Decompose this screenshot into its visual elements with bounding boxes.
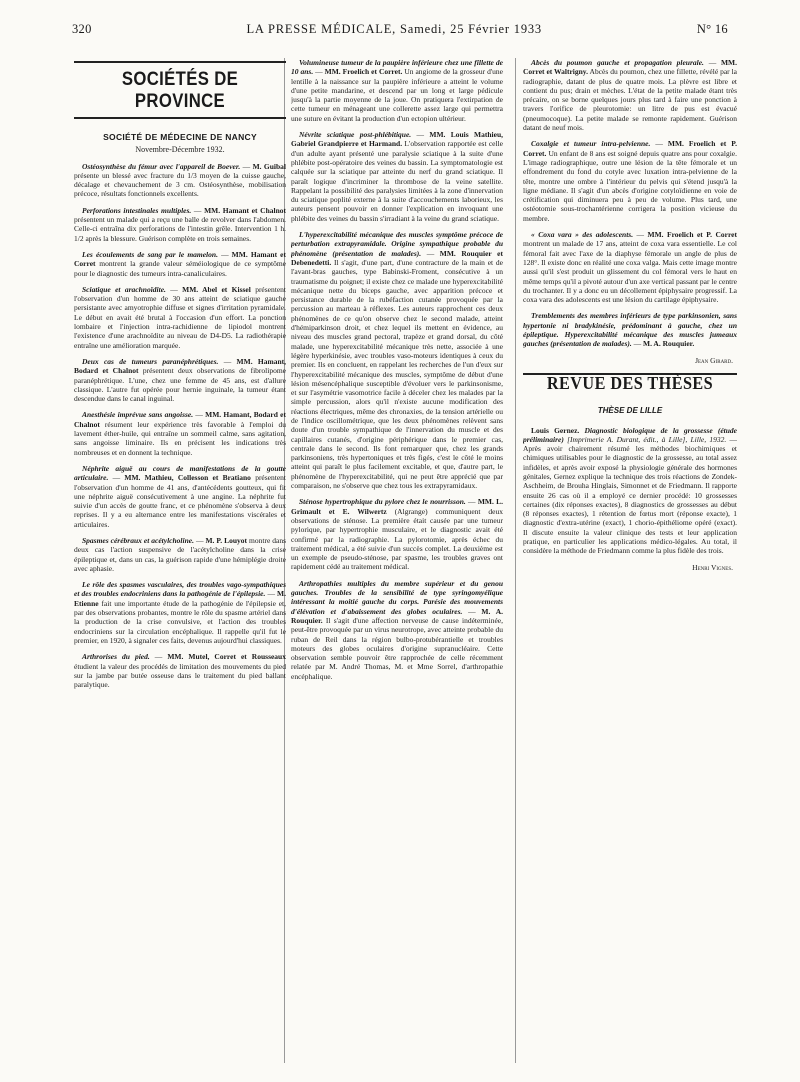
- item-authors: M. P. Louyot: [205, 535, 248, 545]
- item-title: Arthrorises du pied.: [82, 652, 150, 662]
- signature: Jean Girard.: [695, 355, 733, 365]
- item-authors: MM. Corret et Waltrigny.: [523, 58, 737, 77]
- item-text: (Algrange) communiquent deux observations de sténose. La première était causée par une tumeur pylorique, par hypertrophie musculaire, et le diagnostic avait été confirmé par la radiographie. La pylorotomie, après échec du traitement médical, a été suivie d'un succès complet. La deuxième est un exemple de pseudo-sténose, par spasme, les troubles graves ont rapidement cédé au traitement médical.: [291, 506, 503, 572]
- item-title: Spasmes cérébraux et acétylcholine.: [82, 535, 194, 545]
- item-authors: M. A. Rouquier.: [291, 606, 503, 625]
- item-authors: MM. Hamant, Bodard et Chalnot: [74, 356, 286, 376]
- item-text: présente un blessé avec fracture du 1/3 moyen de la cuisse gauche, décalage et chevauchement de 3 cm. Ostéosynthèse, mobilisation précoce, résultats fonctionnels excellents.: [74, 170, 286, 199]
- item-text: montre dans deux cas l'action suspensive de l'acétylcholine dans la crise épileptique et, dans un cas, la guérison rapide d'une hémiplégie droite avec aphasie.: [74, 535, 286, 573]
- thesis-authors: Louis Gernez.: [531, 425, 580, 435]
- society-name: SOCIÉTÉ DE MÉDECINE DE NANCY: [103, 132, 257, 142]
- item-authors: M. A. Rouquier.: [643, 339, 695, 349]
- theses-title: REVUE DES THÈSES: [546, 372, 714, 393]
- item-text: présentent deux observations de fibrolipome paranéphrétique. L'une, chez une femme de 45 ans, est d'allure classique. L'autre fut opérée pour hernie inguinale, la tumeur étant descendue dans le canal inguinal.: [74, 366, 286, 404]
- report-item: Anesthésie imprévue sans angoisse. — MM. Hamant, Bodard et Chalnot résument leur expérience très favorable à l'emploi du lavement éther-huile, qui entraîne un sommeil calme, sans agitation, sans angoisse liminaire. Ils en précisent les indications très nombreuses et en donnent la technique.: [74, 410, 286, 457]
- section-title: SOCIÉTÉS DE PROVINCE: [121, 69, 239, 112]
- theses-subtitle: THÈSE DE LILLE: [597, 406, 663, 416]
- item-title: « Coxa vara » des adolescents.: [531, 230, 634, 240]
- report-item: Spasmes cérébraux et acétylcholine. — M. P. Louyot montre dans deux cas l'action suspensive de l'acétylcholine dans la crise épileptique et, dans un cas, la guérison rapide d'une hémiplégie droite avec aphasie.: [74, 535, 286, 573]
- item-authors: M. Guibal: [252, 161, 286, 171]
- item-title: Anesthésie imprévue sans angoisse.: [82, 410, 194, 420]
- issue-number: N° 16: [696, 22, 728, 36]
- report-item: L'hyperexcitabilité mécanique des muscles symptôme précoce de perturbation extrapyramidale. Origine sympathique probable du phénomène (présentation de malades). — MM. Rouquier et Debenedetti. Il s'agit, d'une part, d'une contracture de la main et de l'avant-bras gauches, type Babinski-Froment, consécutive à un traumatisme du poignet; il existe chez ce malade une hyperexcitabilité mécanique nette du biceps gauche, avec apparition précoce et persistance durable de la rubéfaction cutanée provoquée par la percussion au marteau à réflexes. Les auteurs rapprochent ces deux phénomènes de ce qu'on observe chez le second malade, atteint d'hémiparkinson droit, et chez lequel ils mettent en évidence, au niveau des muscles grand pectoral, trapèze et grand dorsal, du côté malade, une hyperexcitabilité mécanique très nette, associée à une légère hyperkinésie, avec troubles vaso-moteurs identiques à ceux du premier. Ils en concluent, en rappelant les recherches de l'un d'eux sur l'hyperexcitabilité mécanique des muscles, symptôme de début d'une lésion mésencéphalique susceptible d'évoluer vers le parkinsonisme, et sur l'asymétrie vasomotrice facile à déceler chez les malades par la simple percussion, alors qu'il n'existe aucune modification des réactions électriques, même des chronaxies, de la tension artérielle ou de l'indice oscillométrique, que les deux phénomènes relèvent sans doute d'un trouble sympathique de l'innervation du muscle et des capillaires cutanés, d'origine périphérique dans le premier cas, centrale dans le second. Ils font remarquer que, chez les grands parkinsoniens, très hypertoniques et très figés, c'est le côté le moins atteint qui paraît le plus facilement excitable, et que, d'autre part, le phénomène de l'hyperexcitabilité, qui ne peut être apprécié que par comparaison, ne s'observe que chez tous les extrapyramidaux.: [291, 230, 503, 491]
- item-text: présentent l'observation d'un homme de 30 ans atteint de sciatique gauche persistante avec amyotrophie diffuse et signes d'irritation pyramidale. Le début en avait été brutal à l'occasion d'un effort. La ponction lombaire et l'injection intra-rachidienne de lipiodol montrent l'existence d'une arachnoïdite au niveau de D4-D5. La radiothérapie entraîne une amélioration marquée.: [74, 284, 286, 350]
- item-title: Tremblements des membres inférieurs de type parkinsonien, sans hypertonie ni bradykinésie, prédominant à gauche, chez un épileptique. Hyperexcitabilité mécanique des muscles jumeaux gauches (présentation de malades).: [523, 311, 737, 349]
- item-authors: MM. Froelich et P. Corret: [647, 230, 737, 240]
- report-item: Sténose hypertrophique du pylore chez le nourrisson. — MM. L. Grimault et E. Wilwertz (Algrange) communiquent deux observations de sténose. La première était causée par une tumeur pylorique, par hypertrophie musculaire, et le diagnostic avait été confirmé par la radiographie. La pylorotomie, après échec du traitement médical, a été suivie d'un succès complet. La deuxième est un exemple de pseudo-sténose, par spasme, les troubles graves ont rapidement cédé au traitement médical.: [291, 497, 503, 572]
- item-text: résument leur expérience très favorable à l'emploi du lavement éther-huile, qui entraîne un sommeil calme, sans agitation, sans angoisse liminaire. Ils en précisent les indications très nombreuses et en donnent la technique.: [74, 419, 286, 457]
- report-item: Ostéosynthèse du fémur avec l'appareil de Boever. — M. Guibal présente un blessé avec fracture du 1/3 moyen de la cuisse gauche, décalage et chevauchement de 3 cm. Ostéosynthèse, mobilisation précoce, résultats fonctionnels excellents.: [74, 161, 286, 199]
- column-3: [523, 58, 737, 1063]
- report-item: Arthropathies multiples du membre supérieur et du genou gauches. Troubles de la sensibilité de type syringomyélique intéressant la moitié gauche du corps. Parésie des mouvements d'élévation et d'abaissement des globes oculaires. — M. A. Rouquier. Il s'agit d'une affection nerveuse de cause indéterminée, peut-être provoquée par un virus neurotrope, avec atteinte probable du ruban de Reil dans la région bulbo-protubérantielle et troubles moteurs des globes oculaires d'origine supranucléaire. Cette observation semble pouvoir être rapprochée de celle récemment relatée par M. André Thomas, M. et Mme Sorrel, d'arthropathie encéphalique.: [291, 578, 503, 681]
- item-authors: MM. Mutel, Corret et Rousseaux: [167, 652, 286, 662]
- item-text: Il s'agit, d'une part, d'une contracture de la main et de l'avant-bras gauches, type Babinski-Froment, consécutive à un traumatisme du poignet; il existe chez ce malade une hyperexcitabilité mécanique nette du biceps gauche, avec apparition précoce et persistance durable de la rubéfaction cutanée provoquée par la percussion au marteau à réflexes. Les auteurs rapprochent ces deux phénomènes de ce qu'on observe chez le second malade, atteint d'hémiparkinson droit, et chez lequel ils mettent en évidence, au niveau des muscles grand pectoral, trapèze et grand dorsal, du côté malade, une hyperexcitabilité mécanique très nette, associée à une légère hyperkinésie, avec troubles vaso-moteurs identiques à ceux du premier. Ils en concluent, en rappelant les recherches de l'un d'eux sur l'hyperexcitabilité mécanique des muscles, symptôme de début d'une lésion mésencéphalique susceptible d'évoluer vers le parkinsonisme, et sur l'asymétrie vasomotrice facile à déceler chez les malades par la simple percussion, alors qu'il n'existe aucune modification des réactions électriques, même des chronaxies, de la tension artérielle ou de l'indice oscillométrique, que les deux phénomènes relèvent sans doute d'un trouble sympathique de l'innervation du muscle et des capillaires cutanés, d'origine périphérique dans le premier cas, centrale dans le second. Ils font remarquer que, chez les grands parkinsoniens, très hypertoniques et très figés, c'est le côté le moins atteint qui paraît le plus facilement excitable, et que, d'autre part, le phénomène de l'hyperexcitabilité, qui ne peut être apprécié que par comparaison, ne s'observe que chez tous les extrapyramidaux.: [291, 257, 503, 491]
- report-item: Coxalgie et tumeur intra-pelvienne. — MM. Froelich et P. Corret. Un enfant de 8 ans est soigné depuis quatre ans pour coxalgie. L'image radiographique, outre une lésion de la tête fémorale et un effondrement du fond du cotyle avec luxation intra-pelvienne de la tête, montre une ombre à l'intérieur du pelvis qui s'étend jusqu'à la ligne médiane. Il s'agit d'un abcès d'origine cotyloïdienne en voie de crétification qui diminuera peu à peu de volume. Plus tard, une ostéotomie sous-trochantérienne corrigera la position vicieuse du membre.: [523, 139, 737, 223]
- report-item: Névrite sciatique post-phlébitique. — MM. Louis Mathieu, Gabriel Grandpierre et Harmand. L'observation rapportée est celle d'un adulte ayant présenté une paralysie sciatique à la suite d'une phlébite post-opératoire des veines du bassin. La symptomatologie est calquée sur la sciatique par atteinte du nerf du grand sciatique. Il paraît logique d'incriminer la thrombose de la veine satellite. Rappelant la possibilité des paralysies limitées à la zone d'innervation du sciatique poplité externe à la suite d'accouchements laborieux, les auteurs pensent pouvoir en donner l'explication en invoquant une phlébite des veines du bassin s'irradiant à la veine du grand sciatique.: [291, 130, 503, 223]
- society-date: Novembre-Décembre 1932.: [135, 145, 225, 155]
- page-number: 320: [72, 22, 92, 36]
- item-title: Névrite sciatique post-phlébitique.: [299, 130, 412, 140]
- report-item: Volumineuse tumeur de la paupière inférieure chez une fillette de 10 ans. — MM. Froelich et Corret. Un angiome de la grosseur d'une lentille à la naissance sur la paupière inférieure a atteint le volume d'une petite mandarine, et descend par un long et large pédicule jusqu'à la partie moyenne de la joue. On pratiquera l'extirpation de cette tumeur en ménageant une collerette assez large qui permettra une suture en évitant la production d'un ectopion ultérieur.: [291, 58, 503, 123]
- item-title: Abcès du poumon gauche et propagation pleurale.: [531, 58, 704, 67]
- item-text: montrent la grande valeur séméiologique de ce symptôme pour le diagnostic des tumeurs intra-canaliculaires.: [74, 259, 286, 278]
- journal-title: LA PRESSE MÉDICALE, Samedi, 25 Février 1933: [246, 22, 542, 36]
- item-title: Deux cas de tumeurs paranéphrétiques.: [82, 356, 219, 366]
- item-text: montrent un malade de 17 ans, atteint de coxa vara essentielle. Le col fémoral fait avec l'axe de la diaphyse fémorale un angle de plus de 128°. Il existe donc en réalité une coxa valga. Mais cette image montre aussi qu'il s'est produit un glissement du col fémoral vers le haut en même temps qu'il a pivoté autour d'un axe vertical passant par le centre du trochanter. Il y a donc eu un décollement épiphysaire progressif. La coxa vara des adolescents est une lésion du cartilage épiphysaire.: [523, 239, 737, 305]
- item-title: Ostéosynthèse du fémur avec l'appareil de Boever.: [82, 161, 241, 171]
- item-title: Le rôle des spasmes vasculaires, des troubles vago-sympathiques et des troubles endocriniens dans la pathogénie de l'épilepsie.: [74, 580, 286, 599]
- report-item: Le rôle des spasmes vasculaires, des troubles vago-sympathiques et des troubles endocriniens dans la pathogénie de l'épilepsie. — M. Etienne fait une importante étude de la pathogénie de l'épilepsie et, par des observations probantes, montre le rôle du spasme artériel dans la production de la crise convulsive, et l'action des troubles endocriniens sur la circulation encéphalique. Il rappelle qu'il fut le premier, en 1920, à signaler ces faits, devenus aujourd'hui classiques.: [74, 580, 286, 645]
- item-title: Arthropathies multiples du membre supérieur et du genou gauches. Troubles de la sensibilité de type syringomyélique intéressant la moitié gauche du corps. Parésie des mouvements d'élévation et d'abaissement des globes oculaires.: [291, 578, 503, 616]
- report-item: Sciatique et arachnoïdite. — MM. Abel et Kissel présentent l'observation d'un homme de 30 ans atteint de sciatique gauche persistante avec amyotrophie diffuse et signes d'irritation pyramidale. Le début en avait été brutal à l'occasion d'un effort. La ponction lombaire et l'injection intra-rachidienne de lipiodol montrent l'existence d'une arachnoïdite au niveau de D4-D5. La radiothérapie entraîne une amélioration marquée.: [74, 284, 286, 350]
- item-text: Un angiome de la grosseur d'une lentille à la naissance sur la paupière inférieure a atteint le volume d'une petite mandarine, et descend par un long et large pédicule jusqu'à la partie moyenne de la joue. On pratiquera l'extirpation de cette tumeur en ménageant une collerette assez large qui permettra une suture en évitant la production d'un ectopion ultérieur.: [291, 67, 503, 123]
- item-authors: M. Etienne: [74, 589, 286, 608]
- item-authors: MM. Hamant et Chalnot: [204, 205, 286, 215]
- report-item: « Coxa vara » des adolescents. — MM. Froelich et P. Corret montrent un malade de 17 ans, atteint de coxa vara essentielle. Le col fémoral fait avec l'axe de la diaphyse fémorale un angle de plus de 128°. Il existe donc en réalité une coxa valga. Mais cette image montre aussi qu'il s'est produit un glissement du col fémoral vers le haut en même temps qu'il a pivoté autour d'un axe vertical passant par le centre du trochanter. Il y a donc eu un décollement épiphysaire progressif. La coxa vara des adolescents est une lésion du cartilage épiphysaire.: [523, 230, 737, 305]
- item-title: Volumineuse tumeur de la paupière inférieure chez une fillette de 10 ans.: [291, 58, 503, 77]
- item-text: présentent un malade qui a reçu une balle de revolver dans l'abdomen. Celle-ci entraîna dix perforations de l'intestin grêle. Intervention 1 h. 1/2 après la blessure. Guérison complète en trois semaines.: [74, 215, 286, 243]
- item-authors: MM. L. Grimault et E. Wilwertz: [291, 497, 503, 516]
- thesis-publication: [Imprimerie A. Durant, édit., à Lille], Lille, 1932.: [567, 434, 727, 444]
- item-text: Abcès du poumon, chez une fillette, révélé par la radiographie, datant de plus de quatre mois. La plèvre est libre et contient du pus; drain et mèches. L'état de la petite malade étant très précaire, on se borne quelques jours plus tard à faire une ponction à travers l'orifice de pleurotomie: un litre de pus est évacué (pneumocoque). La petite malade se remonte rapidement. Guérison datant de neuf mois.: [523, 67, 737, 133]
- item-authors: MM. Hamant, Bodard et Chalnot: [74, 410, 286, 429]
- column-divider: [515, 58, 516, 1063]
- item-authors: MM. Mathieu, Collesson et Bratiano: [124, 473, 251, 483]
- report-item: Deux cas de tumeurs paranéphrétiques. — MM. Hamant, Bodard et Chalnot présentent deux observations de fibrolipome paranéphrétique. L'une, chez une femme de 45 ans, est d'allure classique. L'autre fut opérée pour hernie inguinale, la tumeur étant descendue dans le canal inguinal.: [74, 356, 286, 404]
- signature: Henri Vignes.: [692, 562, 733, 572]
- section-rule: [74, 117, 286, 119]
- item-text: fait une importante étude de la pathogénie de l'épilepsie et, par des observations probantes, montre le rôle du spasme artériel dans la production de la crise convulsive, et l'action des troubles endocriniens sur la circulation encéphalique. Il rappelle qu'il fut le premier, en 1920, à signaler ces faits, devenus aujourd'hui classiques.: [74, 598, 286, 645]
- item-authors: MM. Louis Mathieu, Gabriel Grandpierre et Harmand.: [291, 130, 503, 149]
- page-header: [72, 22, 728, 44]
- item-title: L'hyperexcitabilité mécanique des muscles symptôme précoce de perturbation extrapyramidale. Origine sympathique probable du phénomène (présentation de malades).: [291, 230, 503, 258]
- item-title: Sciatique et arachnoïdite.: [82, 284, 166, 294]
- item-title: Sténose hypertrophique du pylore chez le nourrisson.: [299, 497, 466, 507]
- report-item: Arthrorises du pied. — MM. Mutel, Corret et Rousseaux étudient la valeur des procédés de limitation des mouvements du pied sur la jambe par butée osseuse dans le traitement du pied ballant paralytique.: [74, 652, 286, 690]
- item-text: Un enfant de 8 ans est soigné depuis quatre ans pour coxalgie. L'image radiographique, outre une lésion de la tête fémorale et un effondrement du fond du cotyle avec luxation intra-pelvienne de la tête, montre une ombre à l'intérieur du pelvis qui s'étend jusqu'à la ligne médiane. Il s'agit d'un abcès d'origine cotyloïdienne en voie de crétification qui diminuera peu à peu de volume. Plus tard, une ostéotomie sous-trochantérienne corrigera la position vicieuse du membre.: [523, 148, 737, 223]
- thesis-text: Après avoir chairement résumé les méthodes biochimiques et chimiques utilisables pour le diagnostic de la grossesse, au total assez infidèles, et après avoir exposé la physiologie générale des hormones génitales, Gernez explique la technique des trois réactions de Zondek-Aschheim, de Brouha Hinglais, Simonnet et de Friedmann. Il rapporte ensuite 26 cas où il a employé ce dernier procédé: 10 grossesses certaines (dix réponses exactes), 8 diagnostics de grossesses au début (8 réponses exactes), 1 rétention de fœtus mort (réponse exacte), 1 diagnostic d'extra-utérine (exact), 1 chorio-épithéliome opéré (exact). Il discute ensuite la valeur clinique des tests et leur application pratique, en particulier les applications médico-légales. Au total, il considère la méthode de Friedmann comme la plus fidèle des trois.: [523, 444, 737, 556]
- item-text: étudient la valeur des procédés de limitation des mouvements du pied sur la jambe par butée osseuse dans le traitement du pied ballant paralytique.: [74, 661, 286, 690]
- report-item: Néphrite aiguë au cours de manifestations de la goutte articulaire. — MM. Mathieu, Collesson et Bratiano présentent l'observation d'un homme de 41 ans, d'antécédents goutteux, qui fit une néphrite aiguë consécutivement à une angine. La néphrite fut suivie d'un accès de goutte franc, et ce phénomène s'observa à deux reprises. Il y a eu alternance entre les manifestations viscérales et articulaires.: [74, 463, 286, 529]
- thesis-item: Louis Gernez. Diagnostic biologique de la grossesse (étude préliminaire) [Imprimerie A. Durant, édit., à Lille], Lille, 1932. — Après avoir chairement résumé les méthodes biochimiques et chimiques utilisables pour le diagnostic de la grossesse, au total assez infidèles, et après avoir exposé la physiologie générale des hormones génitales, Gernez explique la technique des trois réactions de Zondek-Aschheim, de Brouha Hinglais, Simonnet et de Friedmann. Il rapporte ensuite 26 cas où il a employé ce dernier procédé: 10 grossesses certaines (dix réponses exactes), 8 diagnostics de grossesses au début (8 réponses exactes), 1 rétention de fœtus mort (réponse exacte), 1 diagnostic d'extra-utérine (exact), 1 chorio-épithéliome opéré (exact). Il discute ensuite la valeur clinique des tests et leur application pratique, en particulier les applications médico-légales. Au total, il considère la méthode de Friedmann comme la plus fidèle des trois.: [523, 425, 737, 556]
- section-rule: [74, 61, 286, 63]
- column-1: [74, 58, 286, 1063]
- item-title: Perforations intestinales multiples.: [82, 205, 192, 215]
- thesis-title: Diagnostic biologique de la grossesse (étude préliminaire): [523, 425, 737, 444]
- item-text: présentent l'observation d'un homme de 41 ans, d'antécédents goutteux, qui fit une néphrite aiguë consécutivement à une angine. La néphrite fut suivie d'un accès de goutte franc, et ce phénomène s'observa à deux reprises. Il y a eu alternance entre les manifestations viscérales et articulaires.: [74, 473, 286, 529]
- item-title: Les écoulements de sang par le mamelon.: [82, 249, 218, 259]
- report-item: Les écoulements de sang par le mamelon. — MM. Hamant et Corret montrent la grande valeur séméiologique de ce symptôme pour le diagnostic des tumeurs intra-canaliculaires.: [74, 249, 286, 278]
- report-item: Tremblements des membres inférieurs de type parkinsonien, sans hypertonie ni bradykinésie, prédominant à gauche, chez un épileptique. Hyperexcitabilité mécanique des muscles jumeaux gauches (présentation de malades). — M. A. Rouquier.: [523, 311, 737, 349]
- item-authors: MM. Froelich et Corret.: [324, 67, 403, 77]
- item-text: Il s'agit d'une affection nerveuse de cause indéterminée, peut-être provoquée par un virus neurotrope, avec atteinte probable du ruban de Reil dans la région bulbo-protubérantielle et troubles moteurs des globes oculaires d'origine supranucléaire. Cette observation semble pouvoir être rapprochée de celle récemment relatée par M. André Thomas, M. et Mme Sorrel, d'arthropathie encéphalique.: [291, 615, 503, 681]
- item-authors: MM. Rouquier et Debenedetti.: [291, 248, 503, 267]
- item-authors: MM. Hamant et Corret: [74, 249, 286, 269]
- item-text: L'observation rapportée est celle d'un adulte ayant présenté une paralysie sciatique à la suite d'une phlébite post-opératoire des veines du bassin. La symptomatologie est calquée sur la sciatique par atteinte du nerf du grand sciatique. Il paraît logique d'incriminer la thrombose de la veine satellite. Rappelant la possibilité des paralysies limitées à la zone d'innervation du sciatique poplité externe à la suite d'accouchements laborieux, les auteurs pensent pouvoir en donner l'explication en invoquant une phlébite des veines du bassin s'irradiant à la veine du grand sciatique.: [291, 139, 503, 223]
- item-title: Coxalgie et tumeur intra-pelvienne.: [531, 139, 651, 149]
- item-authors: MM. Abel et Kissel: [182, 284, 251, 294]
- report-item: Abcès du poumon gauche et propagation pleurale. — MM. Corret et Waltrigny. Abcès du poumon, chez une fillette, révélé par la radiographie, datant de plus de quatre mois. La plèvre est libre et contient du pus; drain et mèches. L'état de la petite malade étant très précaire, on se borne quelques jours plus tard à faire une ponction à travers l'orifice de pleurotomie: un litre de pus est évacué (pneumocoque). La petite malade se remonte rapidement. Guérison datant de neuf mois.: [523, 58, 737, 133]
- report-item: Perforations intestinales multiples. — MM. Hamant et Chalnot présentent un malade qui a reçu une balle de revolver dans l'abdomen. Celle-ci entraîna dix perforations de l'intestin grêle. Intervention 1 h. 1/2 après la blessure. Guérison complète en trois semaines.: [74, 205, 286, 243]
- item-authors: MM. Froelich et P. Corret.: [523, 139, 737, 158]
- column-2: [291, 58, 503, 1063]
- item-title: Néphrite aiguë au cours de manifestations de la goutte articulaire.: [74, 463, 286, 483]
